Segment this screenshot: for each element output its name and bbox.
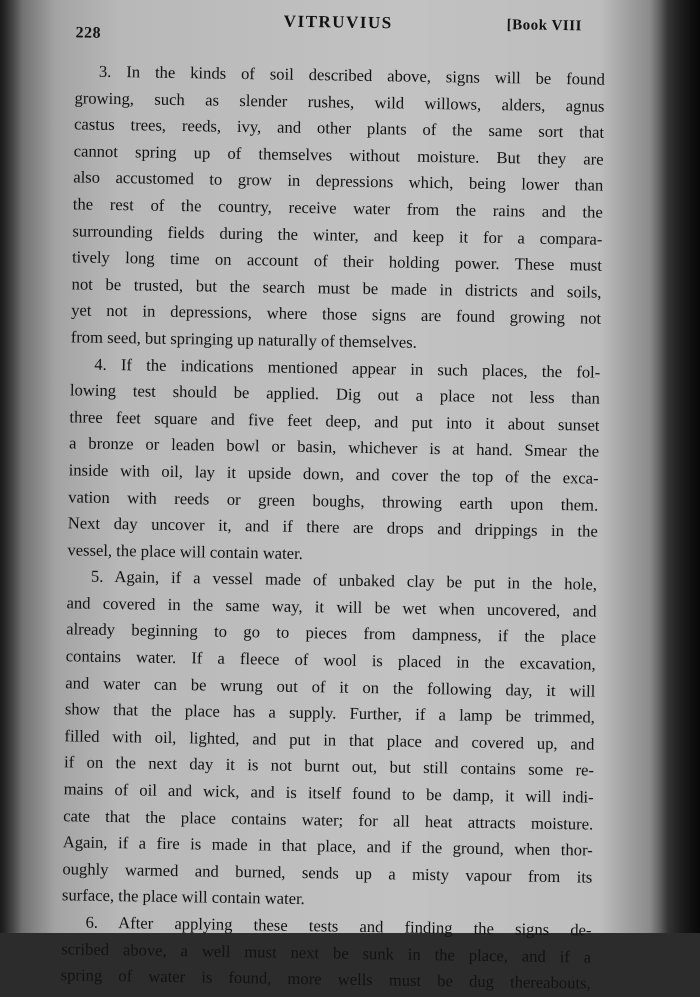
page-header (51, 4, 611, 47)
text-line: if on the next day it is not burnt out, but still contains some re- (63, 752, 595, 781)
text-line: and covered in the same way, it will be wet when uncovered, and (66, 593, 597, 621)
book-page (51, 4, 611, 993)
text-line: cannot spring up of themselves without moisture. But they are (73, 141, 604, 169)
text-line: 3. In the kinds of soil described above, signs will be found (98, 61, 606, 89)
text-line: 4. If the indications mentioned appear in such places, the fol- (94, 354, 601, 382)
text-line: contains water. If a fleece of wool is placed in the excavation, (65, 646, 596, 674)
text-line: lowing test should be applied. Dig out a place not less than (69, 380, 601, 408)
text-line: from seed, but springing up naturally of themselves. (70, 327, 417, 352)
text-line: three feet square and five feet deep, and put into it about sunset (69, 407, 600, 435)
text-line: vessel, the place will contain water. (67, 539, 304, 563)
text-line: a bronze or leaden bowl or basin, whichever is at hand. Smear the (68, 433, 600, 461)
text-line: yet not in depressions, where those signs are found growing not (71, 300, 602, 329)
text-line: 5. Again, if a vessel made of unbaked clay be put in the hole, (90, 566, 598, 594)
text-line: show that the place has a supply. Further, if a lamp be trimmed, (64, 699, 596, 727)
text-line: 6. After applying these tests and finding the signs de- (85, 912, 592, 940)
text-line: surrounding fields during the winter, and keep it for a compara- (72, 220, 603, 249)
text-line: not be trusted, but the search must be made in districts and soils, (71, 274, 602, 302)
text-line: tively long time on account of their holding power. These must (71, 247, 603, 275)
body-text (61, 58, 606, 997)
text-line: mains of oil and wick, and is itself found to be damp, it will indi- (63, 779, 594, 807)
text-line: growing, such as slender rushes, wild willows, alders, agnus (74, 87, 605, 116)
text-line: cate that the place contains water; for all heat attracts moisture. (63, 805, 594, 834)
text-line: the rest of the country, receive water from the rains and the (72, 194, 603, 222)
text-line: Next day uncover it, and if there are drops and drippings in the (67, 513, 598, 541)
text-line: castus trees, reeds, ivy, and other plants of the same sort that (73, 114, 605, 142)
page-number: 228 (75, 24, 102, 42)
text-line: also accustomed to grow in depressions which, being lower than (73, 167, 604, 196)
text-line: inside with oil, lay it upside down, and cover the top of the exca- (68, 460, 599, 488)
book-gutter-shadow (0, 0, 22, 933)
text-line: spring of water is found, more wells must be dug thereabouts, (60, 965, 591, 993)
text-line: vation with reeds or green boughs, throwing earth upon them. (68, 486, 599, 515)
running-title: VITRUVIUS (283, 11, 393, 33)
text-line: already beginning to go to pieces from dampness, if the place (66, 619, 597, 648)
book-label: [Book VIII (506, 17, 583, 35)
text-line: filled with oil, lighted, and put in that place and covered up, and (64, 726, 595, 754)
text-line: and water can be wrung out of it on the following day, it will (65, 672, 596, 701)
text-line: scribed above, a well must next be sunk in the place, and if a (61, 938, 592, 967)
text-line: oughly warmed and burned, sends up a misty vapour from its (62, 859, 593, 887)
page-edge-shadow (660, 0, 700, 933)
text-line: surface, the place will contain water. (61, 885, 305, 909)
text-line: Again, if a fire is made in that place, and if the ground, when thor- (62, 832, 593, 860)
